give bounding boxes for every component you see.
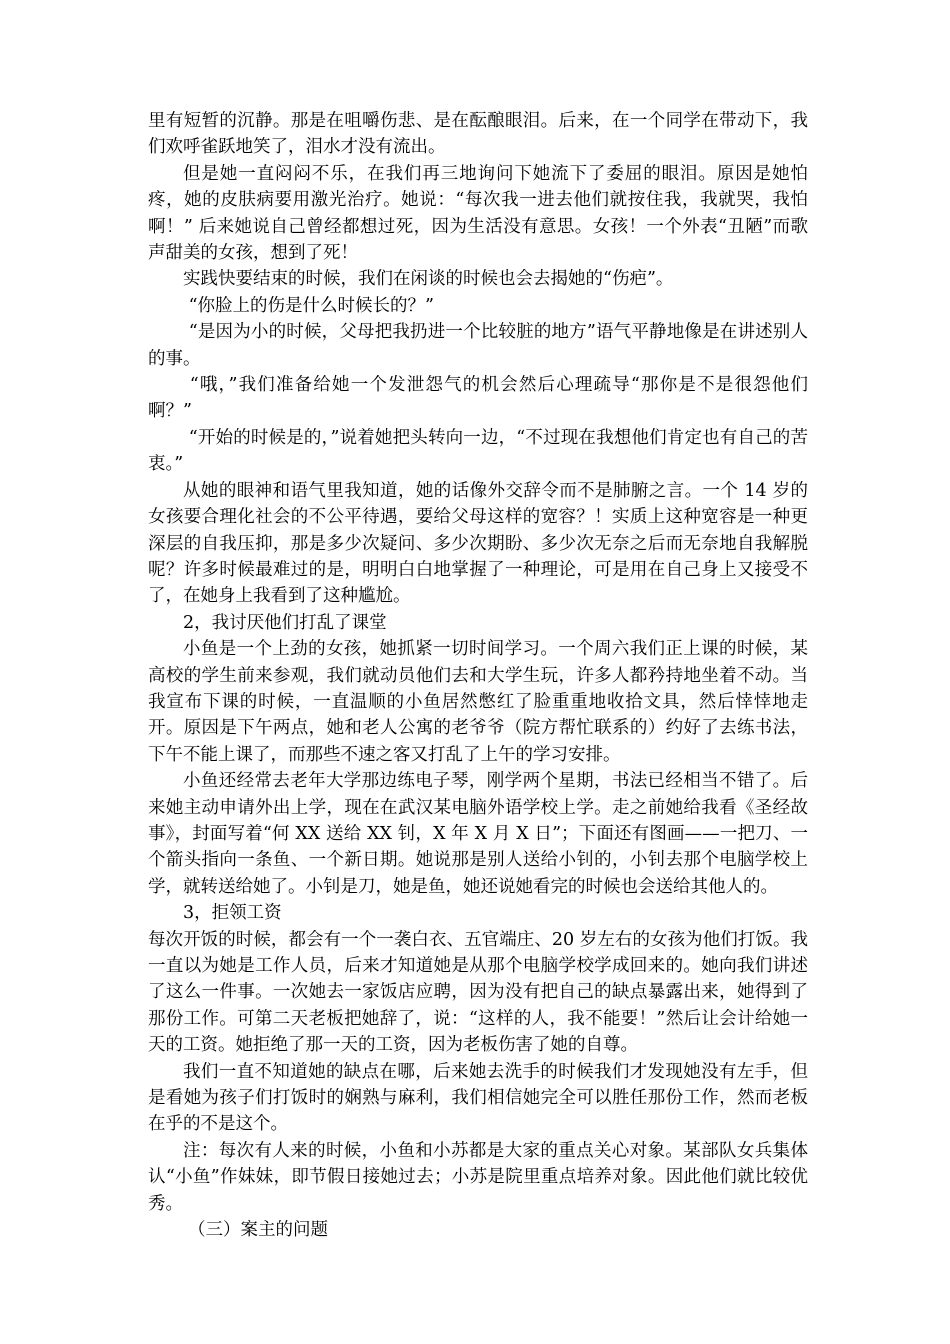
dialogue-answer-1: “是因为小的时候，父母把我扔进一个比较脏的地方”语气平静地像是在讲述别人的事。 <box>148 322 808 369</box>
paragraph-scar-intro: 实践快要结束的时候，我们在闲谈的时候也会去揭她的“伤疤”。 <box>183 269 674 290</box>
dialogue-question-2: “哦，”我们准备给她一个发泄怨气的机会然后心理疏导“那你是不是很怨他们啊？” <box>148 375 808 422</box>
document-page <box>148 108 808 1243</box>
section-heading-2: 2，我讨厌他们打乱了课堂 <box>183 612 387 633</box>
section-heading-3: 3，拒领工资 <box>183 903 282 924</box>
paragraph-left-hand: 我们一直不知道她的缺点在哪，后来她去洗手的时候我们才发现她没有左手，但是看她为孩子们打饭时的娴熟与麻利，我们相信她完全可以胜任那份工作，然而老板在乎的不是这个。 <box>148 1061 808 1135</box>
paragraph-crying: 但是她一直闷闷不乐，在我们再三地询问下她流下了委屈的眼泪。原因是她怕疼，她的皮肤病要用激光治疗。她说：“每次我一进去他们就按住我，我就哭，我怕啊！” 后来她说自己曾经都想过死，因为生活没有意思。女孩！一个外表“丑陋”而歌声甜美的女孩，想到了死！ <box>148 163 808 264</box>
paragraph-reflection: 从她的眼神和语气里我知道，她的话像外交辞令而不是肺腑之言。一个 14 岁的女孩要合理化社会的不公平待遇，要给父母这样的宽容？！实质上这种宽容是一种更深层的自我压抑，那是多少次疑问、多少次期盼、多少次无奈之后而无奈地自我解脱呢？许多时候最难过的是，明明白白地掌握了一种理论，可是用在自己身上又接受不了，在她身上我看到了这种尴尬。 <box>148 480 808 607</box>
dialogue-question-1: “你脸上的伤是什么时候长的？” <box>183 295 434 316</box>
paragraph-salary: 每次开饭的时候，都会有一个一袭白衣、五官端庄、20 岁左右的女孩为他们打饭。我一直以为她是工作人员，后来才知道她是从那个电脑学校学成回来的。她向我们讲述了这么一件事。一次她去一家饭店应聘，因为没有把自己的缺点暴露出来，她得到了那份工作。可第二天老板把她辞了，说：“这样的人，我不能要！”然后让会计给她一天的工资。她拒绝了那一天的工资，因为老板伤害了她的自尊。 <box>148 929 808 1056</box>
paragraph-note: 注：每次有人来的时候，小鱼和小苏都是大家的重点关心对象。某部队女兵集体认“小鱼”作妹妹，即节假日接她过去；小苏是院里重点培养对象。因此他们就比较优秀。 <box>148 1140 808 1214</box>
section-heading-problems: （三）案主的问题 <box>188 1220 328 1241</box>
paragraph-xiaoyu-study: 小鱼是一个上劲的女孩，她抓紧一切时间学习。一个周六我们正上课的时候，某高校的学生前来参观，我们就动员他们去和大学生玩，许多人都矜持地坐着不动。当我宣布下课的时候，一直温顺的小鱼居然憋红了脸重重地收拾文具，然后悻悻地走开。原因是下午两点，她和老人公寓的老爷爷（院方帮忙联系的）约好了去练书法，下午不能上课了，而那些不速之客又打乱了上午的学习安排。 <box>148 639 808 765</box>
paragraph-xiaoyu-book: 小鱼还经常去老年大学那边练电子琴，刚学两个星期，书法已经相当不错了。后来她主动申请外出上学，现在在武汉某电脑外语学校上学。走之前她给我看《圣经故事》，封面写着“何 XX 送给 XX 钊，X 年 X 月 X 日”；下面还有图画——一把刀、一个箭头指向一条鱼、一个新日期。她说那是别人送给小钊的，小钊去那个电脑学校上学，就转送给她了。小钊是刀，她是鱼，她还说她看完的时候也会送给其他人的。 <box>148 771 808 897</box>
dialogue-answer-2: “开始的时候是的，”说着她把头转向一边，“不过现在我想他们肯定也有自己的苦衷。” <box>148 427 808 475</box>
paragraph-continuation: 里有短暂的沉静。那是在咀嚼伤悲、是在酝酿眼泪。后来，在一个同学在带动下，我们欢呼雀跃地笑了，泪水才没有流出。 <box>148 111 808 158</box>
